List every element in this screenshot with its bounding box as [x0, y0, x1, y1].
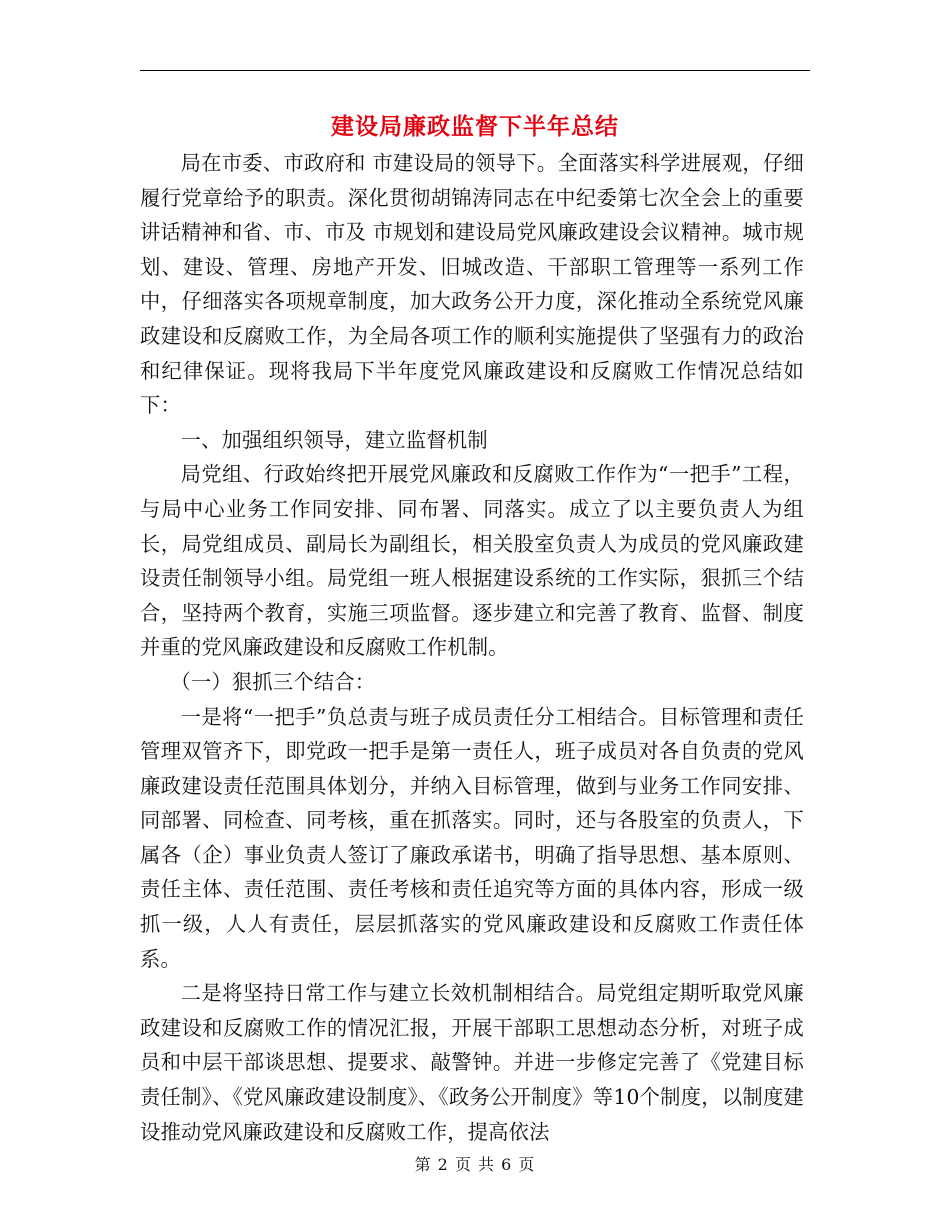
- paragraph-point-2: 二是将坚持日常工作与建立长效机制相结合。局党组定期听取党风廉政建设和反腐败工作的情况汇报，开展干部职工思想动态分析，对班子成员和中层干部谈思想、提要求、敲警钟。并进一步修定完善了《党建目标责任制》、《党风廉政建设制度》、《政务公开制度》等10个制度，以制度建设推动党风廉政建设和反腐败工作，提高依法: [140, 981, 804, 1144]
- section-heading-1: 一、加强组织领导，建立监督机制: [180, 427, 488, 452]
- page-number-footer: 第 2 页 共 6 页: [414, 1155, 536, 1174]
- subsection-heading-1: （一）狠抓三个结合：: [170, 669, 376, 694]
- paragraph-point-1: 一是将“一把手”负总责与班子成员责任分工相结合。目标管理和责任管理双管齐下，即党政一把手是第一责任人，班子成员对各自负责的党风廉政建设责任范围具体划分，并纳入目标管理，做到与业务工作同安排、同部署、同检查、同考核，重在抓落实。同时，还与各股室的负责人，下属各（企）事业负责人签订了廉政承诺书，明确了指导思想、基本原则、责任主体、责任范围、责任考核和责任追究等方面的具体内容，形成一级抓一级，人人有责任，层层抓落实的党风廉政建设和反腐败工作责任体系。: [140, 704, 804, 971]
- paragraph-section-1: 局党组、行政始终把开展党风廉政和反腐败工作作为“一把手”工程，与局中心业务工作同安排、同布署、同落实。成立了以主要负责人为组长，局党组成员、副局长为副组长，相关股室负责人为成员的党风廉政建设责任制领导小组。局党组一班人根据建设系统的工作实际，狠抓三个结合，坚持两个教育，实施三项监督。逐步建立和完善了教育、监督、制度并重的党风廉政建设和反腐败工作机制。: [140, 462, 804, 660]
- header-rule: [140, 70, 810, 71]
- document-title: 建设局廉政监督下半年总结: [331, 113, 619, 140]
- document-body: [140, 146, 804, 1149]
- paragraph-intro: 局在市委、市政府和 市建设局的领导下。全面落实科学进展观，仔细履行党章给予的职责。深化贯彻胡锦涛同志在中纪委第七次全会上的重要讲话精神和省、市、市及 市规划和建设局党风廉政建设会议精神。城市规划、建设、管理、房地产开发、旧城改造、干部职工管理等一系列工作中，仔细落实各项规章制度，加大政务公开力度，深化推动全系统党风廉政建设和反腐败工作，为全局各项工作的顺利实施提供了坚强有力的政治和纪律保证。现将我局下半年度党风廉政建设和反腐败工作情况总结如下：: [140, 151, 804, 418]
